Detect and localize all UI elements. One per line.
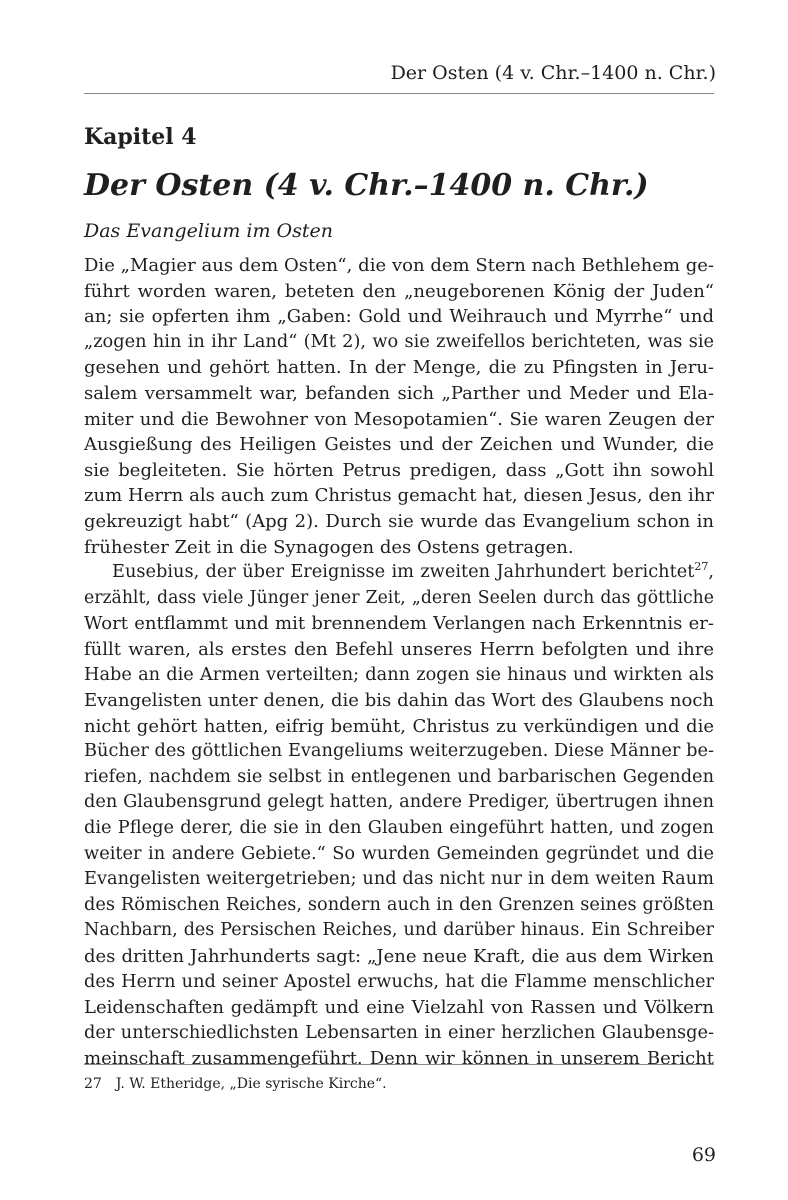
text-line: des Römischen Reiches, sondern auch in den Grenzen seines größten: [84, 894, 714, 915]
text-line: füllt waren, als erstes den Befehl unseres Herrn befolgten und ihre: [84, 638, 714, 660]
section-title: Das Evangelium im Osten: [84, 220, 333, 242]
text-line: Habe an die Armen verteilten; dann zogen sie hinaus und wirkten als: [84, 664, 714, 685]
text-line: Evangelisten unter denen, die bis dahin das Wort des Glaubens noch: [84, 690, 714, 712]
text-line: an; sie opferten ihm „Gaben: Gold und Weihrauch und Myrrhe“ und: [84, 306, 714, 328]
text-line: des Herrn und seiner Apostel erwuchs, hat die Flamme menschlicher: [84, 971, 714, 992]
running-head: Der Osten (4 v. Chr.–1400 n. Chr.): [390, 62, 716, 84]
text-line: zum Herrn als auch zum Christus gemacht hat, diesen Jesus, den ihr: [84, 485, 714, 507]
text-line: Wort entflammt und mit brennendem Verlangen nach Erkenntnis er-: [84, 613, 714, 635]
text-line: den Glaubensgrund gelegt hatten, andere Prediger, übertrugen ihnen: [84, 792, 714, 813]
text-line: [84, 560, 714, 586]
body-text: [84, 253, 714, 1072]
text-line: Evangelisten weitergetrieben; und das nicht nur in dem weiten Raum: [84, 869, 714, 890]
text-line: des dritten Jahrhunderts sagt: „Jene neue Kraft, die aus dem Wirken: [84, 946, 714, 968]
header-divider: [84, 93, 714, 94]
text-line: „zogen hin in ihr Land“ (Mt 2), wo sie zweifellos berichteten, was sie: [84, 331, 714, 352]
text-line: gesehen und gehört hatten. In der Menge, die zu Pfingsten in Jeru-: [84, 357, 714, 379]
text-line: erzählt, dass viele Jünger jener Zeit, „deren Seelen durch das göttliche: [84, 587, 714, 608]
text-line: frühester Zeit in die Synagogen des Ostens getragen.: [84, 536, 574, 558]
text-line: gekreuzigt habt“ (Apg 2). Durch sie wurde das Evangelium schon in: [84, 510, 714, 532]
text-line: führt worden waren, beteten den „neugeborenen König der Juden“: [84, 280, 714, 302]
text-line-suffix: ,: [708, 562, 714, 583]
chapter-label: Kapitel 4: [84, 124, 197, 150]
text-line: der unterschiedlichsten Lebensarten in einer herzlichen Glaubensge-: [84, 1022, 714, 1043]
text-line: Leidenschaften gedämpft und eine Vielzahl von Rassen und Völkern: [84, 997, 714, 1019]
text-line: riefen, nachdem sie selbst in entlegenen und barbarischen Gegenden: [84, 766, 714, 787]
text-line: meinschaft zusammengeführt. Denn wir können in unserem Bericht: [84, 1048, 714, 1070]
text-line: salem versammelt war, befanden sich „Parther und Meder und Ela-: [84, 382, 714, 404]
page-number: 69: [691, 1144, 716, 1166]
footnote-reference[interactable]: 27: [694, 560, 709, 574]
text-line: Ausgießung des Heiligen Geistes und der Zeichen und Wunder, die: [84, 434, 714, 456]
text-line: nicht gehört hatten, eifrig bemüht, Christus zu verkündigen und die: [84, 715, 714, 737]
text-line: Bücher des göttlichen Evangeliums weiterzugeben. Diese Männer be-: [84, 741, 714, 762]
text-line: Nachbarn, des Persischen Reiches, und darüber hinaus. Ein Schreiber: [84, 920, 714, 941]
text-line: weiter in andere Gebiete.“ So wurden Gemeinden gegründet und die: [84, 843, 714, 864]
text-line: Die „Magier aus dem Osten“, die von dem Stern nach Bethlehem ge-: [84, 255, 714, 276]
footnote-divider: [84, 1064, 714, 1065]
footnote-text: J. W. Etheridge, „Die syrische Kirche“.: [115, 1076, 387, 1092]
chapter-title: Der Osten (4 v. Chr.–1400 n. Chr.): [84, 168, 649, 203]
text-line: sie begleiteten. Sie hörten Petrus predigen, dass „Gott ihn sowohl: [84, 459, 714, 481]
footnote: [84, 1076, 387, 1092]
text-line-content: Eusebius, der über Ereignisse im zweiten Jahrhundert berichtet: [112, 562, 695, 583]
text-line: die Pflege derer, die sie in den Glauben eingeführt hatten, und zogen: [84, 818, 714, 839]
text-line: miter und die Bewohner von Mesopotamien“. Sie waren Zeugen der: [84, 408, 714, 430]
footnote-number: 27: [84, 1076, 102, 1092]
